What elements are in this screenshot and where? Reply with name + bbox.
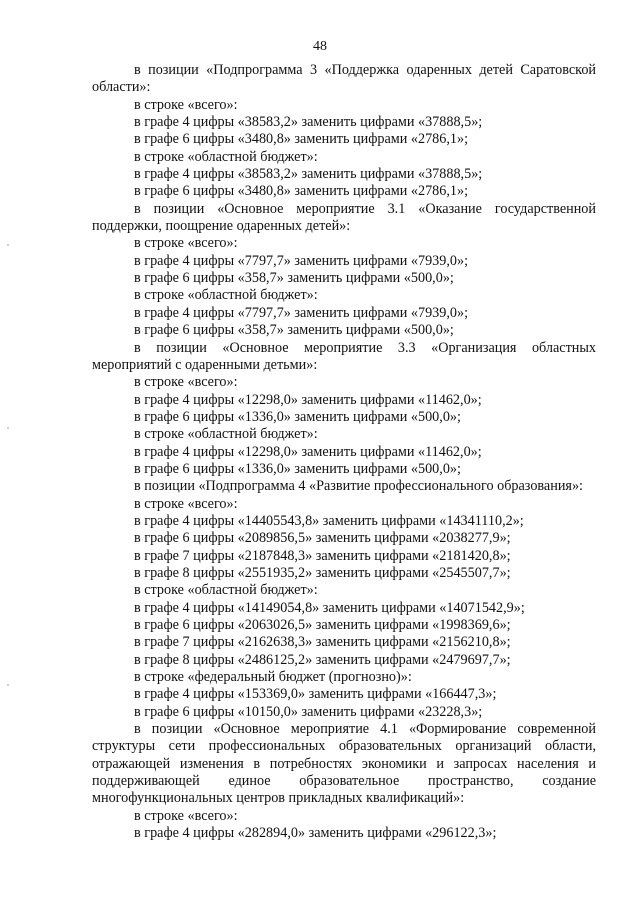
paragraph: в графе 6 цифры «358,7» заменить цифрами «500,0»; [134, 270, 454, 287]
paragraph: в строке «всего»: [134, 96, 238, 113]
paragraph: в графе 8 цифры «2486125,2» заменить цифрами «2479697,7»; [134, 651, 511, 668]
paragraph: в графе 4 цифры «14149054,8» заменить цифрами «14071542,9»; [134, 599, 525, 616]
paragraph: в графе 4 цифры «282894,0» заменить цифрами «296122,3»; [134, 825, 497, 842]
paragraph: в графе 4 цифры «14405543,8» заменить цифрами «14341110,2»; [134, 512, 524, 529]
paragraph: в графе 6 цифры «3480,8» заменить цифрами «2786,1»; [134, 131, 469, 148]
paragraph: в графе 6 цифры «1336,0» заменить цифрами «500,0»; [134, 408, 461, 425]
paragraph: в графе 4 цифры «153369,0» заменить цифрами «166447,3»; [134, 686, 497, 703]
paragraph: в позиции «Основное мероприятие 3.1 «Оказание государственной поддержки, поощрение одаренных детей»: [92, 200, 596, 235]
paragraph: в строке «областной бюджет»: [134, 287, 318, 304]
paragraph: в позиции «Подпрограмма 4 «Развитие профессионального образования»: [134, 478, 583, 495]
paragraph: в графе 6 цифры «2063026,5» заменить цифрами «1998369,6»; [134, 617, 511, 633]
paragraph: в графе 6 цифры «1336,0» заменить цифрами «500,0»; [134, 460, 461, 477]
paragraph: в строке «областной бюджет»: [134, 582, 318, 599]
paragraph: в позиции «Подпрограмма 3 «Поддержка одаренных детей Саратовской области»: [92, 62, 596, 96]
paragraph: в графе 4 цифры «7797,7» заменить цифрами «7939,0»; [134, 304, 469, 321]
paragraph: в графе 4 цифры «38583,2» заменить цифрами «37888,5»; [134, 166, 483, 183]
paragraph: в строке «областной бюджет»: [134, 426, 318, 443]
page-number: 48 [313, 39, 327, 54]
paragraph: в графе 4 цифры «12298,0» заменить цифрами «11462,0»; [134, 443, 482, 460]
paragraph: в строке «всего»: [134, 374, 238, 391]
paragraph: в позиции «Основное мероприятие 4.1 «Формирование современной структуры сети профессиональных образовательных организаций области, отражающей изменения в потребностях экономики и запросах населения и поддерживающей единое образовательное пространство, создание многофункциональных центров прикладных квалификаций»: [92, 721, 596, 807]
paragraph: в графе 8 цифры «2551935,2» заменить цифрами «2545507,7»; [134, 564, 511, 581]
paragraph: в графе 6 цифры «2089856,5» заменить цифрами «2038277,9»; [134, 530, 511, 547]
paragraph: в графе 4 цифры «12298,0» заменить цифрами «11462,0»; [134, 391, 482, 408]
paragraph: в графе 6 цифры «3480,8» заменить цифрами «2786,1»; [134, 183, 469, 200]
paragraph: в графе 4 цифры «38583,2» заменить цифрами «37888,5»; [134, 114, 483, 131]
paragraph: в графе 7 цифры «2162638,3» заменить цифрами «2156210,8»; [134, 634, 511, 651]
paragraph: в графе 7 цифры «2187848,3» заменить цифрами «2181420,8»; [134, 547, 511, 564]
paragraph: в строке «всего»: [134, 235, 238, 252]
document-body [92, 62, 596, 842]
paragraph: в графе 4 цифры «7797,7» заменить цифрами «7939,0»; [134, 252, 469, 269]
paragraph: в строке «всего»: [134, 495, 238, 512]
paragraph: в позиции «Основное мероприятие 3.3 «Организация областных мероприятий с одаренными детьми»: [92, 339, 596, 373]
paragraph: в строке «всего»: [134, 807, 238, 824]
paragraph: в строке «федеральный бюджет (прогнозно)»: [134, 669, 412, 686]
paragraph: в графе 6 цифры «10150,0» заменить цифрами «23228,3»; [134, 703, 483, 720]
paragraph: в графе 6 цифры «358,7» заменить цифрами «500,0»; [134, 322, 454, 339]
paragraph: в строке «областной бюджет»: [134, 148, 318, 165]
